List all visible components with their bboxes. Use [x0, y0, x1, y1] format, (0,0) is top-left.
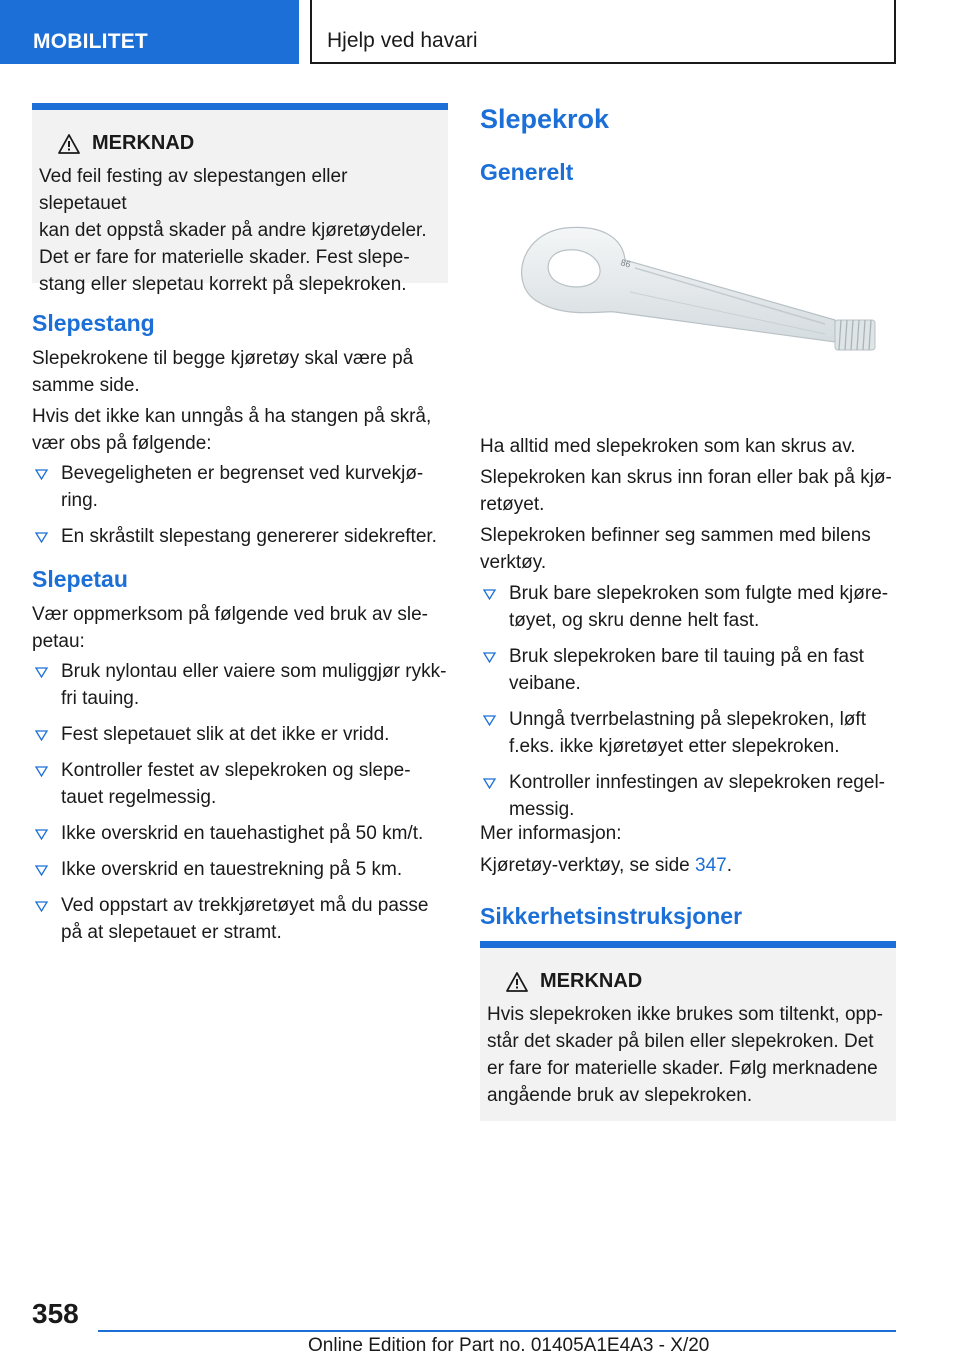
- list-item: Bruk bare slepekroken som fulgte med kjøre- tøyet, og skru denne helt fast.: [480, 580, 896, 634]
- paragraph: Slepekroken befinner seg sammen med bilens verktøy.: [480, 525, 871, 573]
- warning-triangle-icon: [58, 134, 80, 154]
- heading-generelt: Generelt: [480, 159, 574, 185]
- list-item: Ved oppstart av trekkjøretøyet må du passe på at slepetauet er stramt.: [32, 892, 448, 946]
- paragraph: Ha alltid med slepekroken som kan skrus av.: [480, 436, 856, 457]
- warning-triangle-icon: [506, 972, 528, 992]
- heading-slepetau: Slepetau: [32, 566, 128, 592]
- header-chapter-label: Hjelp ved havari: [327, 29, 478, 52]
- heading-sikkerhet: Sikkerhetsinstruksjoner: [480, 903, 743, 929]
- triangle-bullet-icon: [35, 469, 48, 480]
- list-item: En skråstilt slepestang genererer sidekrefter.: [32, 523, 448, 550]
- notice-box-towbar: [32, 103, 448, 295]
- notice-heading: MERKNAD: [58, 132, 438, 155]
- list-item: Fest slepetauet slik at det ikke er vridd.: [32, 721, 448, 748]
- triangle-bullet-icon: [483, 778, 496, 789]
- paragraph: Slepekrokene til begge kjøretøy skal være på samme side.: [32, 348, 414, 396]
- list-item: Kontroller innfestingen av slepekroken regel- messig.: [480, 769, 896, 823]
- header-section-label: MOBILITET: [33, 30, 148, 53]
- header-chapter-box: [310, 0, 896, 64]
- list-item: Bevegeligheten er begrenset ved kurvekjø- ring.: [32, 460, 448, 514]
- footer-edition: Online Edition for Part no. 01405A1E4A3 - X/20: [308, 1335, 710, 1356]
- triangle-bullet-icon: [483, 589, 496, 600]
- triangle-bullet-icon: [35, 865, 48, 876]
- bullet-list-slepestang: [32, 460, 448, 559]
- paragraph: Hvis det ikke kan unngås å ha stangen på skrå, vær obs på følgende:: [32, 406, 432, 454]
- hook-label: 86: [619, 257, 632, 270]
- notice-text: Hvis slepekroken ikke brukes som tiltenkt, opp- står det skader på bilen eller slepekroken. Det er fare for materielle skader. Følg merknadene angående bruk av slepekroken.: [487, 1004, 883, 1106]
- list-item: Unngå tverrbelastning på slepekroken, løft f.eks. ikke kjøretøyet etter slepekroken.: [480, 706, 896, 760]
- heading-slepestang: Slepestang: [32, 310, 155, 336]
- page-reference-link[interactable]: 347: [695, 855, 727, 876]
- tow-hook-illustration: [505, 220, 885, 400]
- triangle-bullet-icon: [35, 766, 48, 777]
- list-item: Bruk nylontau eller vaiere som muliggjør rykk- fri tauing.: [32, 658, 448, 712]
- triangle-bullet-icon: [35, 667, 48, 678]
- list-item: Bruk slepekroken bare til tauing på en fast veibane.: [480, 643, 896, 697]
- list-item: Kontroller festet av slepekroken og slepe- tauet regelmessig.: [32, 757, 448, 811]
- bullet-list-slepetau: [32, 658, 448, 955]
- cross-reference: Kjøretøy-verktøy, se side 347.: [480, 855, 732, 876]
- page-number: 358: [32, 1298, 79, 1329]
- triangle-bullet-icon: [483, 652, 496, 663]
- triangle-bullet-icon: [35, 901, 48, 912]
- page-title: Slepekrok: [480, 104, 610, 134]
- paragraph: Vær oppmerksom på følgende ved bruk av sle- petau:: [32, 604, 429, 652]
- header-section-tab: [0, 0, 299, 64]
- list-item: Ikke overskrid en tauehastighet på 50 km/t.: [32, 820, 448, 847]
- notice-text: Ved feil festing av slepestangen eller slepetauet kan det oppstå skader på andre kjøretøydeler. Det er fare for materielle skader. Fest slepe- stang eller slepetau korrekt på slepekroken.: [39, 166, 427, 295]
- triangle-bullet-icon: [35, 829, 48, 840]
- notice-box-hook: [480, 941, 896, 1121]
- notice-heading: MERKNAD: [506, 970, 886, 993]
- paragraph: Mer informasjon:: [480, 823, 622, 844]
- paragraph: Slepekroken kan skrus inn foran eller bak på kjø- retøyet.: [480, 467, 892, 515]
- triangle-bullet-icon: [35, 730, 48, 741]
- triangle-bullet-icon: [35, 532, 48, 543]
- bullet-list-slepekrok: [480, 580, 896, 832]
- footer-divider: [98, 1330, 896, 1332]
- list-item: Ikke overskrid en tauestrekning på 5 km.: [32, 856, 448, 883]
- triangle-bullet-icon: [483, 715, 496, 726]
